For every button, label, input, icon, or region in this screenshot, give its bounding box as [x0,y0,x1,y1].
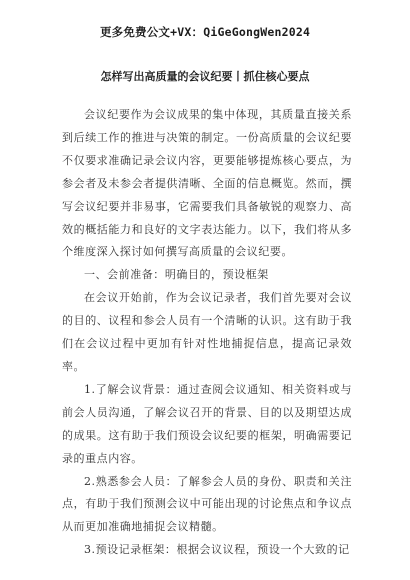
paragraph-item-2: 2.熟悉参会人员：了解参会人员的身份、职责和关注点，有助于我们预测会议中可能出现的讨论焦点和争议点从而更加准确地捕捉会议精髓。 [62,474,352,534]
paragraph-item-3: 3.预设记录框架：根据会议议程，预设一个大致的记 [84,543,350,557]
paragraph-item-1: 1.了解会议背景：通过查阅会议通知、相关资料或与前会人员沟通，了解会议召开的背景、目的以及期望达成的成果。这有助于我们预设会议纪要的框架，明确需要记录的重点内容。 [62,382,352,465]
document-body [62,104,352,562]
document-title: 怎样写出高质量的会议纪要丨抓住核心要点 [100,70,310,83]
section-heading-1: 一、会前准备：明确目的，预设框架 [84,268,269,282]
paragraph-section-1: 在会议开始前，作为会议记录者，我们首先要对会议的目的、议程和参会人员有一个清晰的认识。这有助于我们在会议过程中更加有针对性地捕捉信息，提高记录效率。 [62,291,352,373]
promo-header: 更多免费公文+VX：QiGeGongWen2024 [99,25,311,39]
paragraph-intro: 会议纪要作为会议成果的集中体现，其质量直接关系到后续工作的推进与决策的制定。一份高质量的会议纪要不仅要求准确记录会议内容，更要能够提炼核心要点，为参会者及未参会者提供清晰、全面的信息概览。然而，撰写会议纪要并非易事，它需要我们具备敏锐的观察力、高效的概括能力和良好的文字表达能力。以下，我们将从多个维度深入探讨如何撰写高质量的会议纪要。 [62,108,352,259]
